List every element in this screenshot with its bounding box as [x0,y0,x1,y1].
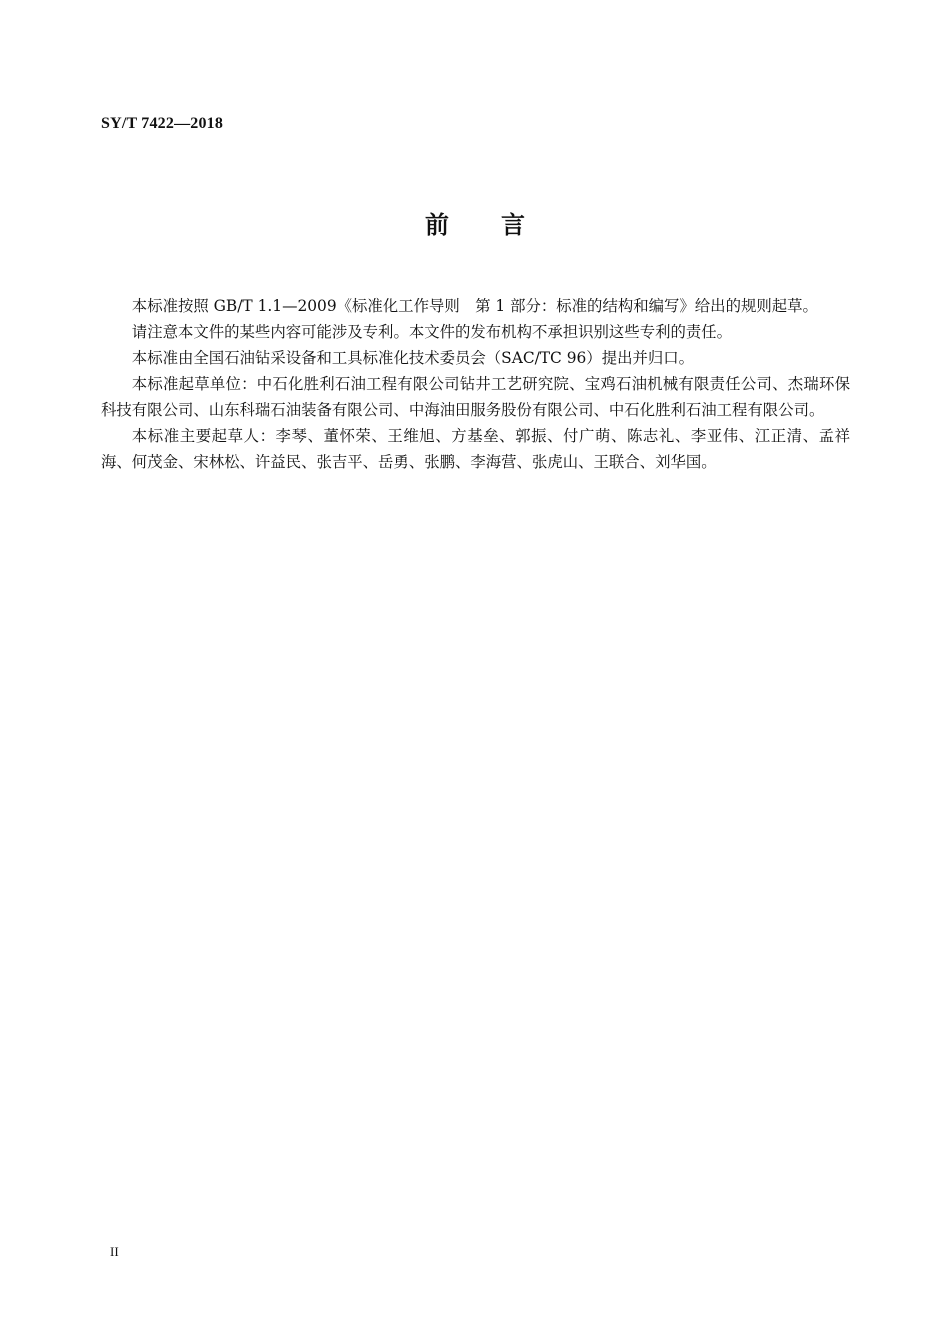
foreword-body [101,293,850,475]
paragraph-drafting-rules: 本标准按照 GB/T 1.1—2009《标准化工作导则 第 1 部分：标准的结构和编写》给出的规则起草。 [131,297,818,315]
standard-code: SY/T 7422—2018 [101,115,224,132]
paragraph-proposer: 本标准由全国石油钻采设备和工具标准化技术委员会（SAC/TC 96）提出并归口。 [131,349,695,367]
paragraph-drafting-units: 本标准起草单位：中石化胜利石油工程有限公司钻井工艺研究院、宝鸡石油机械有限责任公司、杰瑞环保科技有限公司、山东科瑞石油装备有限公司、中海油田服务股份有限公司、中石化胜利石油工程有限公司。 [101,375,850,419]
page-number: II [110,1244,119,1259]
paragraph-patent-notice: 请注意本文件的某些内容可能涉及专利。本文件的发布机构不承担识别这些专利的责任。 [131,323,733,341]
page-title: 前言 [425,211,577,239]
paragraph-drafters: 本标准主要起草人：李琴、董怀荣、王维旭、方基垒、郭振、付广萌、陈志礼、李亚伟、江正清、孟祥海、何茂金、宋林松、许益民、张吉平、岳勇、张鹏、李海营、张虎山、王联合、刘华国。 [101,427,850,471]
